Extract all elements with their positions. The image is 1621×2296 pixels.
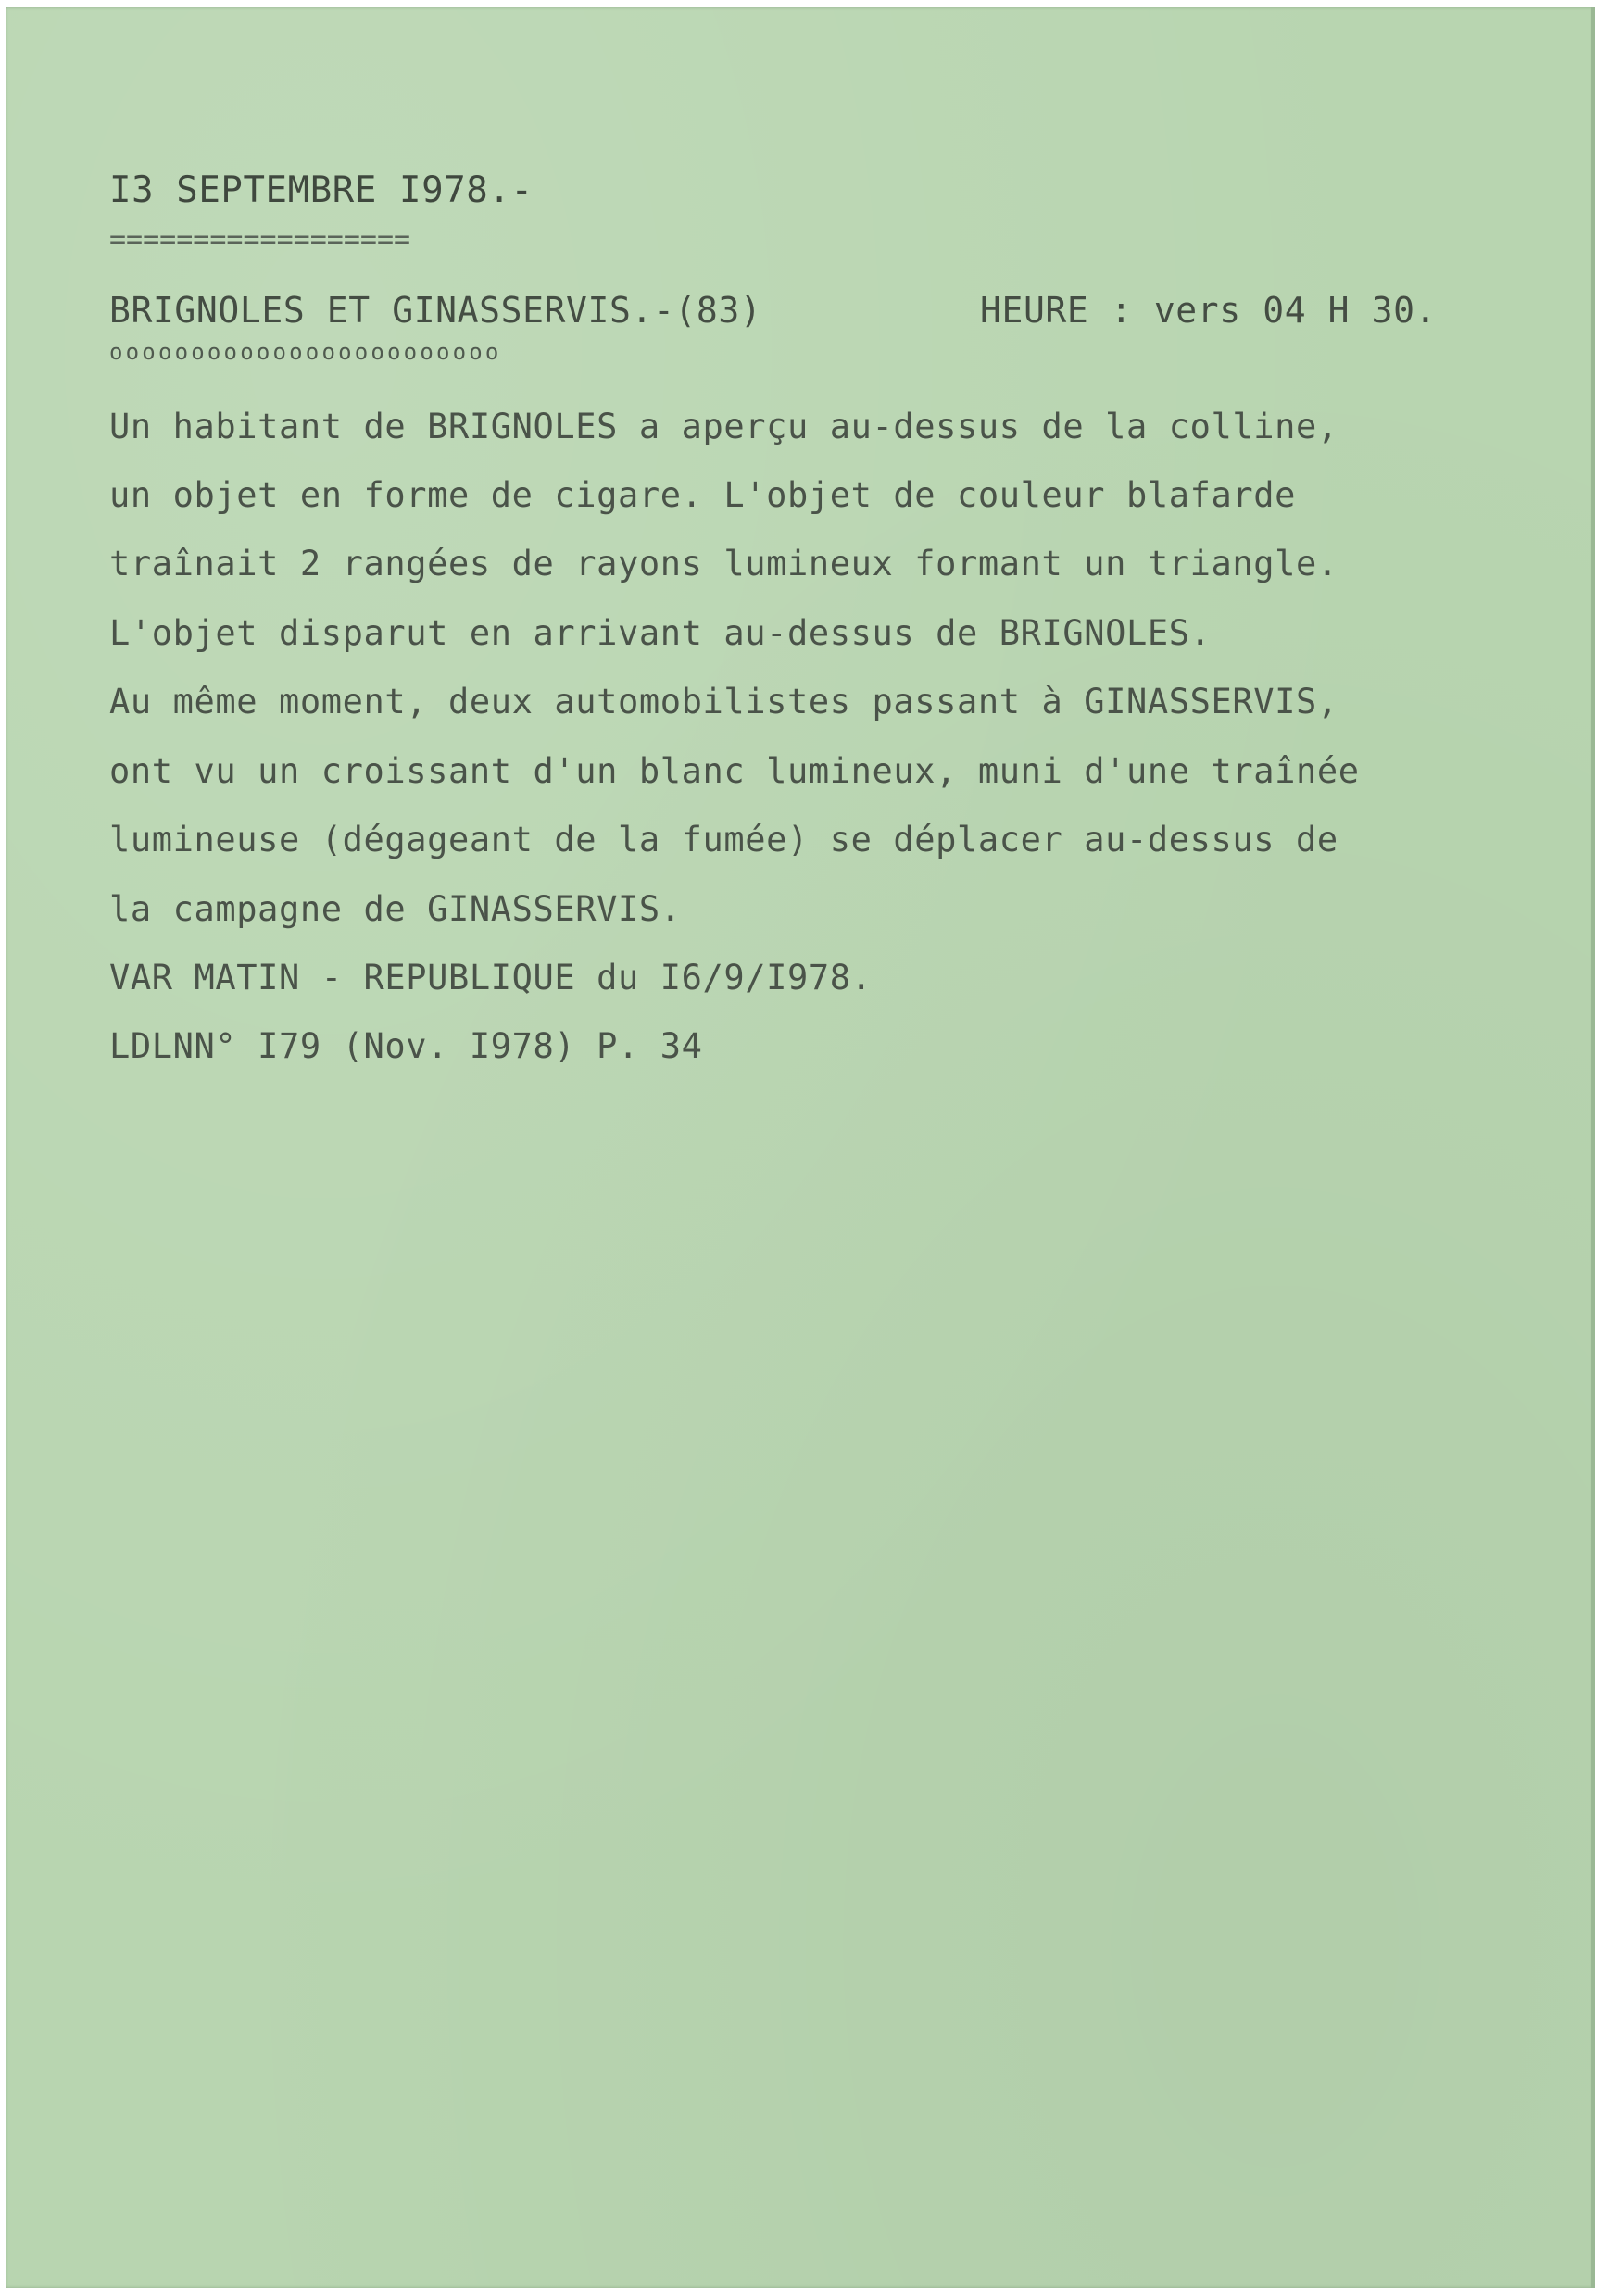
source-press: VAR MATIN - REPUBLIQUE du I6/9/I978. bbox=[109, 958, 873, 997]
body-line: traînait 2 rangées de rayons lumineux formant un triangle. bbox=[109, 544, 1338, 583]
card-edge bbox=[1591, 7, 1595, 2288]
body-line: un objet en forme de cigare. L'objet de couleur blafarde bbox=[109, 475, 1297, 515]
body-line: ont vu un croissant d'un blanc lumineux, muni d'une traînée bbox=[109, 751, 1360, 791]
report-time: HEURE : vers 04 H 30. bbox=[980, 290, 1438, 331]
date-underline: ================== bbox=[109, 223, 411, 256]
source-ldln: LDLNN° I79 (Nov. I978) P. 34 bbox=[109, 1026, 703, 1066]
body-line: Un habitant de BRIGNOLES a aperçu au-dessus de la colline, bbox=[109, 407, 1338, 446]
body-line: lumineuse (dégageant de la fumée) se déplacer au-dessus de bbox=[109, 820, 1338, 859]
report-date: I3 SEPTEMBRE I978.- bbox=[109, 169, 534, 211]
location-underline: oooooooooooooooooooooooo bbox=[109, 339, 502, 365]
body-line: Au même moment, deux automobilistes passant à GINASSERVIS, bbox=[109, 682, 1338, 721]
body-line: L'objet disparut en arrivant au-dessus de BRIGNOLES. bbox=[109, 613, 1212, 653]
report-location: BRIGNOLES ET GINASSERVIS.-(83) bbox=[109, 290, 762, 331]
body-line: la campagne de GINASSERVIS. bbox=[109, 889, 682, 929]
